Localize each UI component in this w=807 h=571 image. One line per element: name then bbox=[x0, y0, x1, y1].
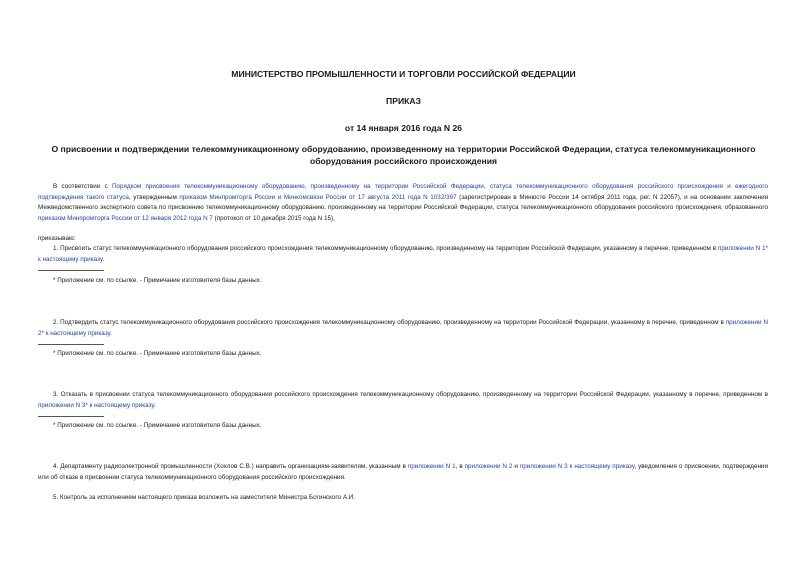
preamble-text: В соответствии с bbox=[53, 183, 113, 190]
item-4-text: 4. Департаменту радиоэлектронной промышленности (Хохлов С.В.) направить организациям-заявителям, указанным в bbox=[53, 463, 408, 470]
document-date: от 14 января 2016 года N 26 bbox=[344, 123, 463, 133]
document-title: О присвоении и подтверждении телекоммуникационному оборудованию, произведенному на территории Российской Федерации, статуса телекоммуникационного оборудования российского происхождения bbox=[51, 144, 756, 166]
procedure-link[interactable]: Порядком присвоения телекоммуникационному оборудованию, произведенному на территории Российской Федерации, статуса телекоммуникационного оборудования российского происхождения и ежегодного подтверждения такого статуса bbox=[38, 183, 768, 201]
footnote-2: * Приложение см. по ссылке. - Примечание изготовителя базы данных. bbox=[53, 350, 262, 357]
appendix-3-link[interactable]: приложении N 3* к настоящему приказу bbox=[38, 401, 154, 409]
item-4-text: и bbox=[512, 463, 520, 470]
item-2-end: . bbox=[110, 329, 112, 337]
footnote-1: * Приложение см. по ссылке. - Примечание изготовителя базы данных. bbox=[53, 277, 262, 284]
appendix-1-link[interactable]: приложении N 1* к настоящему приказу bbox=[38, 245, 768, 263]
joint-order-link[interactable]: приказом Минпромторга России и Минкомсвязи России от 17 августа 2011 года N 1032/397 bbox=[179, 193, 457, 201]
item-2-paragraph bbox=[38, 318, 768, 339]
preamble-text: (зарегистрирован в Минюсте России 14 октября 2011 года, рег. N 22057), и на основании заключения Межведомственного экспертного совета по присвоению телекоммуникационному оборудованию, произведенному на территории Российской Федерации, статуса телекоммуникационного оборудования российского происхождения, образованного bbox=[38, 193, 769, 212]
item-3-paragraph bbox=[38, 390, 768, 411]
ministry-heading: МИНИСТЕРСТВО ПРОМЫШЛЕННОСТИ И ТОРГОВЛИ РОССИЙСКОЙ ФЕДЕРАЦИИ bbox=[231, 69, 576, 79]
preamble-text: , утвержденным bbox=[128, 193, 180, 201]
minpromtorg-order-link[interactable]: приказом Минпромторга России от 12 января 2012 года N 7 bbox=[38, 214, 213, 222]
appendix-2-link[interactable]: приложении N 2* к настоящему приказу bbox=[38, 319, 768, 337]
item-2-text: 2. Подтвердить статус телекоммуникационного оборудования российского происхождения телекоммуникационному оборудованию, произведенному на территории Российской Федерации, указанному в перечне, приведенном в bbox=[53, 319, 726, 326]
preamble-text: (протокол от 10 декабря 2015 года N 15), bbox=[212, 214, 335, 222]
footnote-rule bbox=[38, 416, 104, 417]
document-type: ПРИКАЗ bbox=[386, 96, 421, 106]
order-word: приказываю: bbox=[38, 235, 76, 242]
item-3-end: . bbox=[153, 401, 156, 409]
appendix-3-link[interactable]: приложении N 3 к настоящему приказу bbox=[519, 463, 635, 470]
preamble-paragraph bbox=[38, 182, 768, 224]
footnote-3: * Приложение см. по ссылке. - Примечание изготовителя базы данных. bbox=[53, 422, 262, 429]
item-1-text: 1. Присвоить статус телекоммуникационного оборудования российского происхождения телекоммуникационному оборудованию, произведенному на территории Российской Федерации, указанному в перечне, приведенном в bbox=[53, 245, 718, 252]
appendix-1-link[interactable]: приложении N 1 bbox=[407, 463, 456, 470]
item-3-text: 3. Отказать в присвоении статуса телекоммуникационного оборудования российского происхождения телекоммуникационному оборудованию, произведенному на территории Российской Федерации, указанному в перечне, приведенном в bbox=[53, 391, 768, 398]
item-4-paragraph bbox=[38, 462, 768, 483]
item-1-paragraph bbox=[38, 244, 768, 265]
footnote-rule bbox=[38, 344, 104, 345]
appendix-2-link[interactable]: приложении N 2 bbox=[464, 463, 513, 470]
item-1-end: . bbox=[102, 255, 105, 263]
item-5-paragraph: 5. Контроль за исполнением настоящего приказа возложить на заместителя Министра Богинского А.И. bbox=[53, 494, 356, 501]
item-4-text: , в bbox=[455, 463, 465, 470]
footnote-rule bbox=[38, 270, 104, 271]
item-4-text: , уведомления о присвоении, подтверждении или об отказе в присвоении статуса телекоммуникационного оборудования российского происхождения. bbox=[38, 463, 768, 481]
